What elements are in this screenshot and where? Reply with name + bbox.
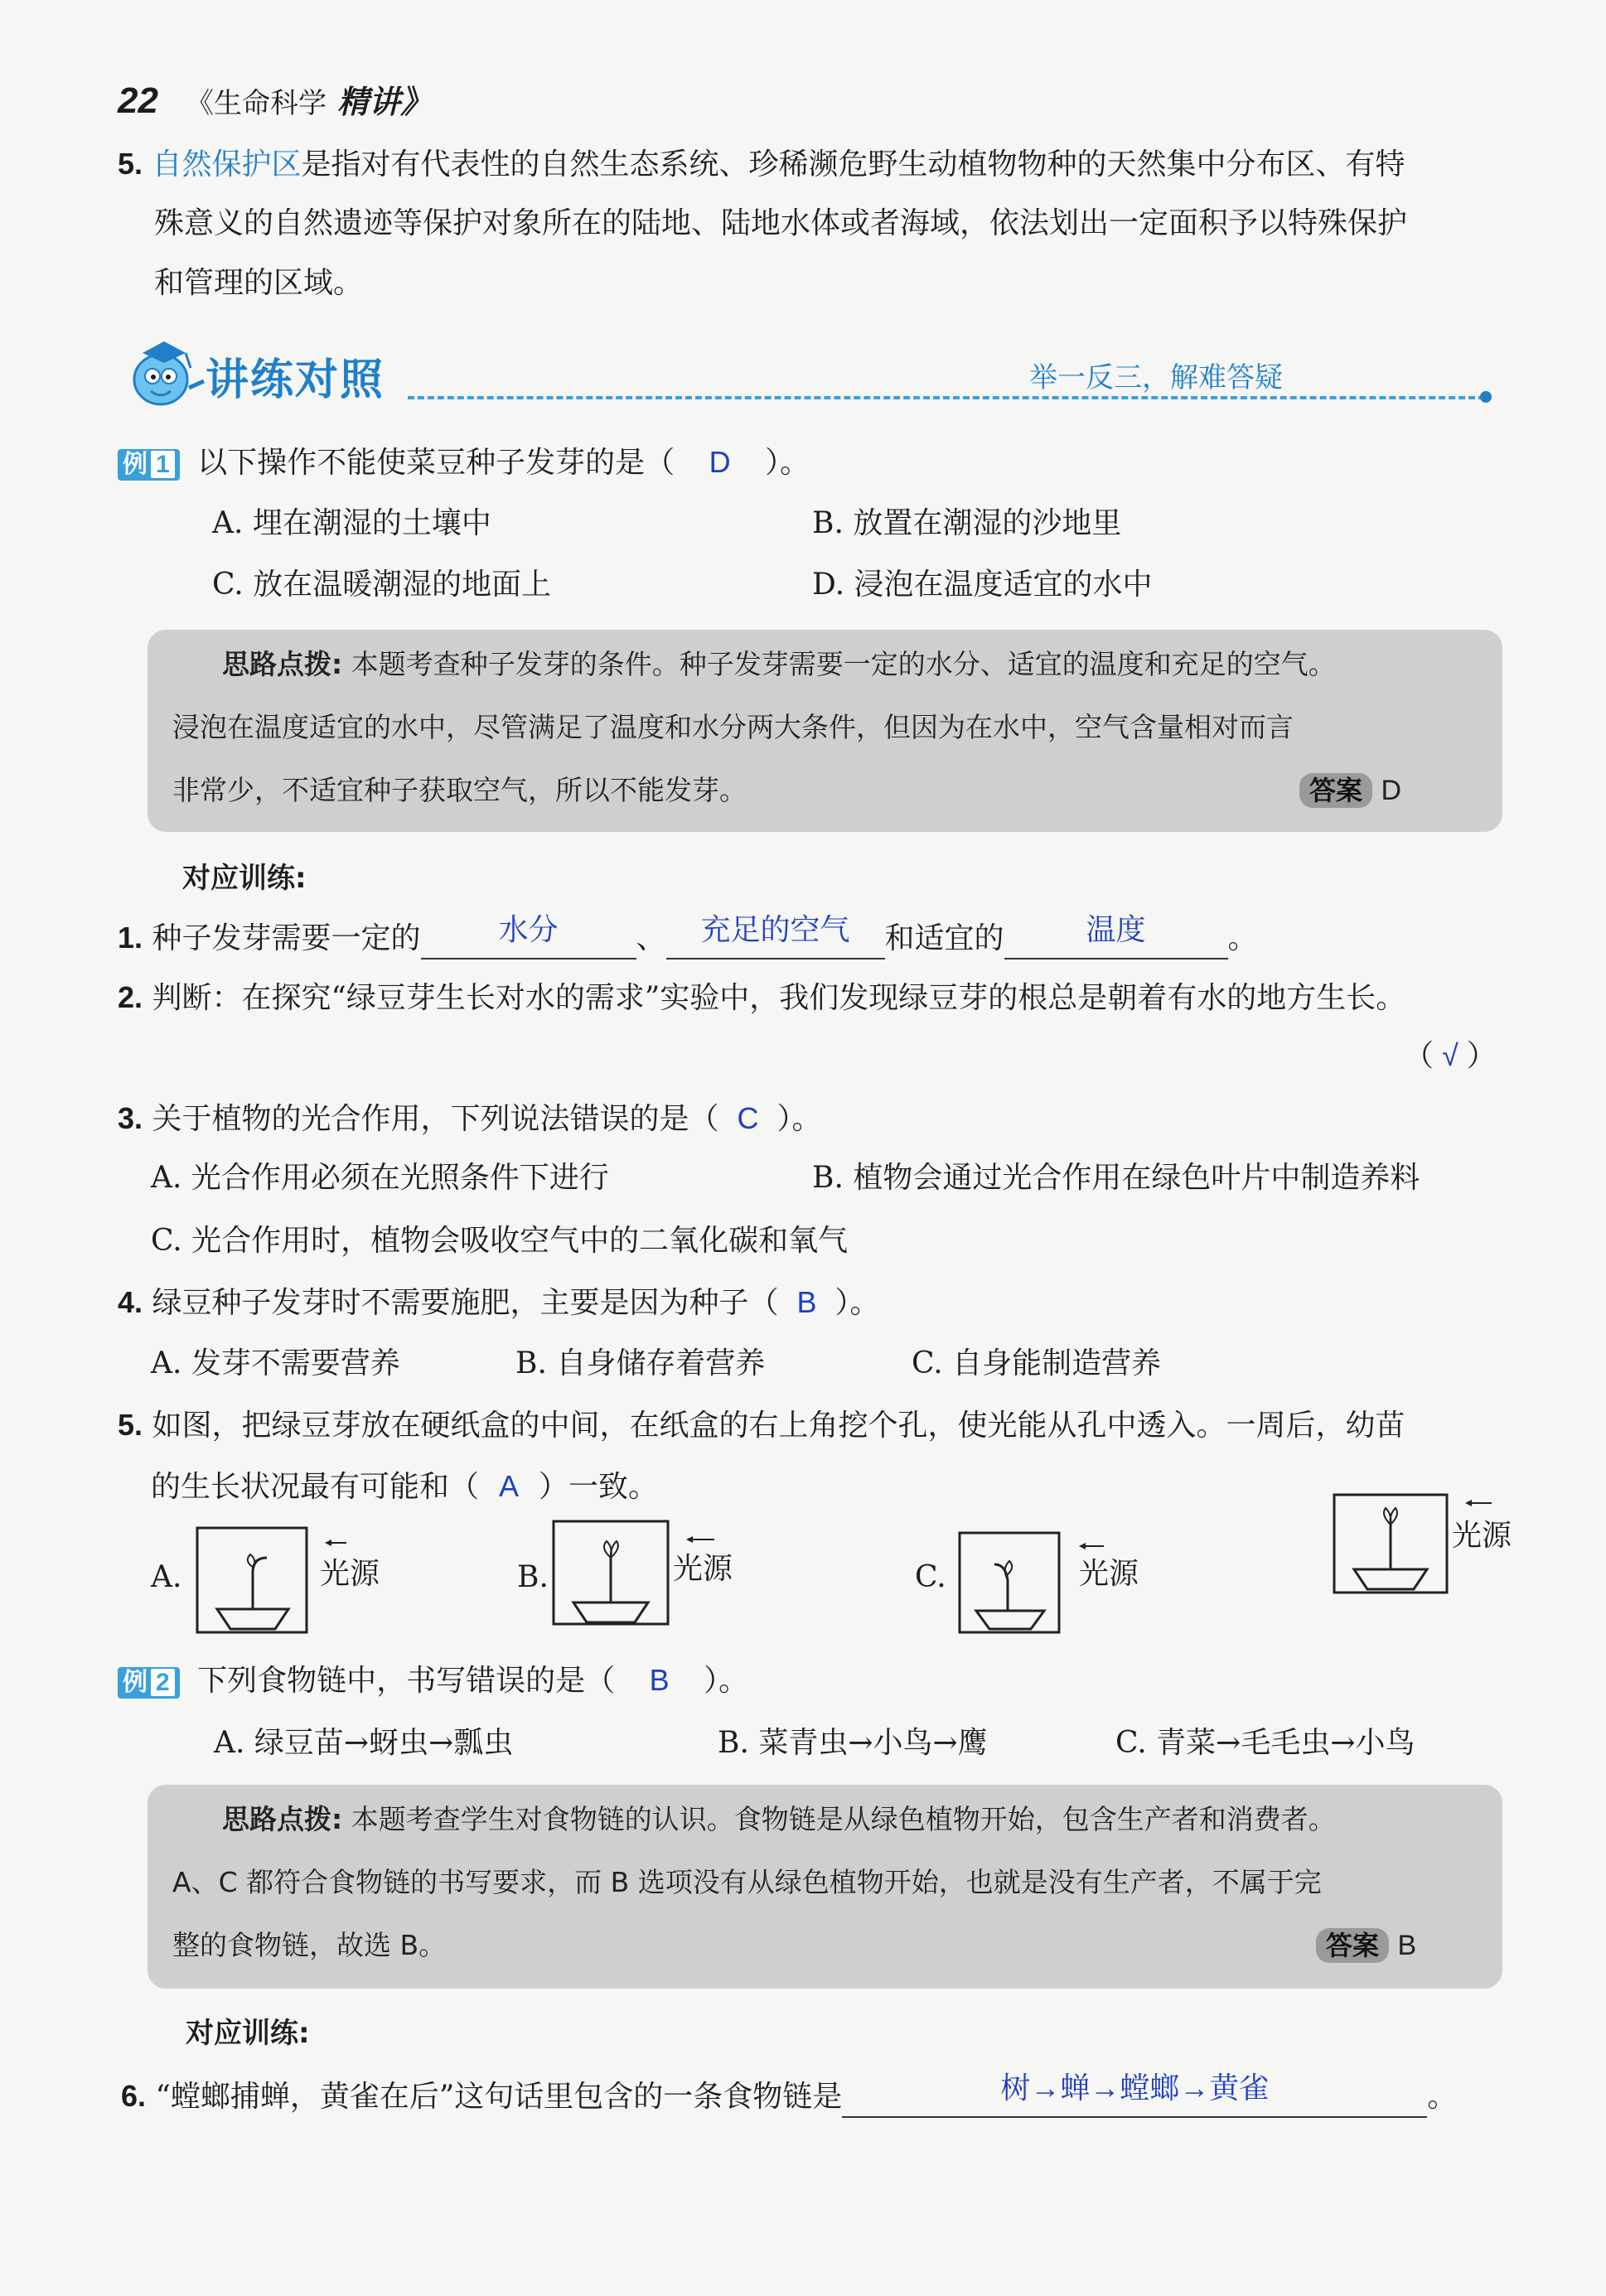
training-label: 对应训练: xyxy=(186,2017,310,2050)
question-5-answer: A xyxy=(499,1469,520,1503)
question-text: 和适宜的 xyxy=(884,921,1004,955)
answer-tag: 答案 xyxy=(1299,773,1372,808)
question-number: 3. xyxy=(118,1101,143,1135)
question-3-answer: C xyxy=(737,1101,759,1135)
question-number: 1. xyxy=(118,921,143,955)
answer-value: B xyxy=(1397,1930,1417,1961)
answer-tag: 答案 xyxy=(1316,1928,1389,1963)
question-5-line2 xyxy=(151,1467,658,1507)
section-subtitle: 举一反三，解难答疑 xyxy=(1029,361,1283,394)
example-2-text-end: ）。 xyxy=(704,1664,749,1698)
question-number: 5. xyxy=(118,1408,143,1442)
question-text: 。 xyxy=(1427,2080,1458,2114)
example-2-option-c: C. 青菜→毛毛虫→小鸟 xyxy=(1115,1726,1415,1760)
training-label: 对应训练: xyxy=(182,862,307,895)
question-4-option-b: B. 自身储存着营养 xyxy=(515,1346,766,1380)
hint-line: 整的食物链，故选 B。 xyxy=(172,1929,447,1961)
example-2-answer: B xyxy=(649,1663,670,1697)
book-title-emphasis: 精讲》 xyxy=(337,83,433,120)
question-text: ）一致。 xyxy=(539,1470,659,1504)
light-source-label-c: 光源 xyxy=(1079,1557,1139,1591)
example-1-text-end: ）。 xyxy=(765,446,810,480)
example-2-text: 下列食物链中，书写错误的是（ xyxy=(197,1664,616,1698)
question-text: 绿豆种子发芽时不需要施肥，主要是因为种子（ xyxy=(152,1286,779,1320)
section-title: 讲练对照 xyxy=(206,355,385,405)
question-5-line1 xyxy=(118,1405,1405,1446)
hint-line: 非常少，不适宜种子获取空气，所以不能发芽。 xyxy=(172,774,747,806)
definition-5-line3: 和管理的区域。 xyxy=(154,266,364,300)
answer-blank-food-chain[interactable]: 树→蝉→螳螂→黄雀 xyxy=(842,2076,1427,2118)
example-1-text: 以下操作不能使菜豆种子发芽的是（ xyxy=(197,446,675,480)
example-1-option-a: A. 埋在潮湿的土壤中 xyxy=(212,506,491,540)
question-text: 判断：在探究“绿豆芽生长对水的需求”实验中，我们发现绿豆芽的根总是朝着有水的地方生长。 xyxy=(152,981,1406,1015)
definition-keyword: 自然保护区 xyxy=(152,147,302,181)
question-text: 的生长状况最有可能和（ xyxy=(151,1470,480,1504)
example-1-option-b: B. 放置在潮湿的沙地里 xyxy=(812,506,1122,540)
question-text: 。 xyxy=(1227,921,1258,955)
diagram-label-b: B. xyxy=(517,1560,549,1594)
question-4-option-c: C. 自身能制造营养 xyxy=(912,1346,1162,1380)
definition-5-line1 xyxy=(118,144,1405,185)
question-6 xyxy=(121,2071,1458,2118)
example-1-hint-box xyxy=(148,630,1502,832)
question-3-option-b: B. 植物会通过光合作用在绿色叶片中制造养料 xyxy=(812,1161,1420,1195)
book-title: 《生命科学 xyxy=(186,87,327,120)
question-text: 种子发芽需要一定的 xyxy=(152,921,421,955)
example-1-stem xyxy=(118,442,810,483)
question-4 xyxy=(118,1283,880,1323)
example-2-option-a: A. 绿豆苗→蚜虫→瓢虫 xyxy=(214,1726,514,1760)
question-text: “螳螂捕蝉，黄雀在后”这句话里包含的一条食物链是 xyxy=(155,2080,843,2114)
mascot-icon xyxy=(118,330,209,413)
definition-number: 5. xyxy=(118,147,143,181)
question-number: 6. xyxy=(121,2079,147,2113)
question-number: 4. xyxy=(118,1285,143,1319)
light-source-label-a: 光源 xyxy=(320,1557,380,1591)
example-2-option-b: B. 菜青虫→小鸟→鹰 xyxy=(718,1726,988,1760)
question-4-option-a: A. 发芽不需要营养 xyxy=(151,1346,400,1380)
answer-blank-1[interactable]: 水分 xyxy=(421,918,636,959)
question-text: 、 xyxy=(636,921,666,955)
judgement-answer: √ xyxy=(1442,1038,1458,1072)
section-heading xyxy=(118,330,1493,413)
hint-line: 本题考查学生对食物链的认识。食物链是从绿色植物开始，包含生产者和消费者。 xyxy=(351,1803,1336,1835)
page-number: 22 xyxy=(118,80,158,121)
example-2-hint-box xyxy=(148,1785,1502,1989)
hint-line: A、C 都符合食物链的书写要求，而 B 选项没有从绿色植物开始，也就是没有生产者，不属于完 xyxy=(172,1866,1322,1898)
hint-label: 思路点拨: xyxy=(222,648,343,680)
answer-blank-2[interactable]: 充足的空气 xyxy=(666,918,885,959)
example-1-option-c: C. 放在温暖潮湿的地面上 xyxy=(212,568,552,602)
question-text: 关于植物的光合作用，下列说法错误的是（ xyxy=(152,1102,719,1136)
light-source-label-b: 光源 xyxy=(673,1552,733,1586)
hint-label: 思路点拨: xyxy=(222,1803,343,1835)
answer-blank-3[interactable]: 温度 xyxy=(1004,918,1228,959)
question-2 xyxy=(118,978,1405,1018)
diagram-label-a: A. xyxy=(151,1560,182,1594)
section-rule-dot xyxy=(1480,391,1492,403)
hint-line: 本题考查种子发芽的条件。种子发芽需要一定的水分、适宜的温度和充足的空气。 xyxy=(351,648,1336,680)
hint-line: 浸泡在温度适宜的水中，尽管满足了温度和水分两大条件，但因为在水中，空气含量相对而言 xyxy=(172,711,1294,743)
diagram-label-c: C. xyxy=(915,1560,946,1594)
light-source-label-original: 光源 xyxy=(1452,1519,1512,1553)
question-4-answer: B xyxy=(796,1285,817,1319)
page-header xyxy=(118,76,432,126)
definition-5-line2: 殊意义的自然遗迹等保护对象所在的陆地、陆地水体或者海域，依法划出一定面积予以特殊保护 xyxy=(154,206,1408,240)
question-3-option-a: A. 光合作用必须在光照条件下进行 xyxy=(151,1161,609,1195)
definition-text: 是指对有代表性的自然生态系统、珍稀濒危野生动植物物种的天然集中分布区、有特 xyxy=(301,147,1405,181)
question-3-option-c: C. 光合作用时，植物会吸收空气中的二氧化碳和氧气 xyxy=(151,1224,849,1258)
question-text: ）。 xyxy=(776,1102,822,1136)
example-1-tag: 例 1 xyxy=(118,449,180,481)
example-2-tag: 例 2 xyxy=(118,1667,180,1699)
section-dashed-rule xyxy=(408,396,1485,399)
example-2-stem xyxy=(118,1660,748,1701)
question-1 xyxy=(118,912,1258,959)
example-1-answer: D xyxy=(709,445,731,479)
question-number: 2. xyxy=(118,980,143,1014)
question-text: ）。 xyxy=(834,1286,880,1320)
answer-value: D xyxy=(1381,775,1402,806)
example-1-option-d: D. 浸泡在温度适宜的水中 xyxy=(812,568,1153,602)
question-3 xyxy=(118,1099,822,1139)
question-text: 如图，把绿豆芽放在硬纸盒的中间，在纸盒的右上角挖个孔，使光能从孔中透入。一周后，幼苗 xyxy=(152,1409,1405,1443)
question-2-answer: （ √ ） xyxy=(1404,1038,1497,1073)
